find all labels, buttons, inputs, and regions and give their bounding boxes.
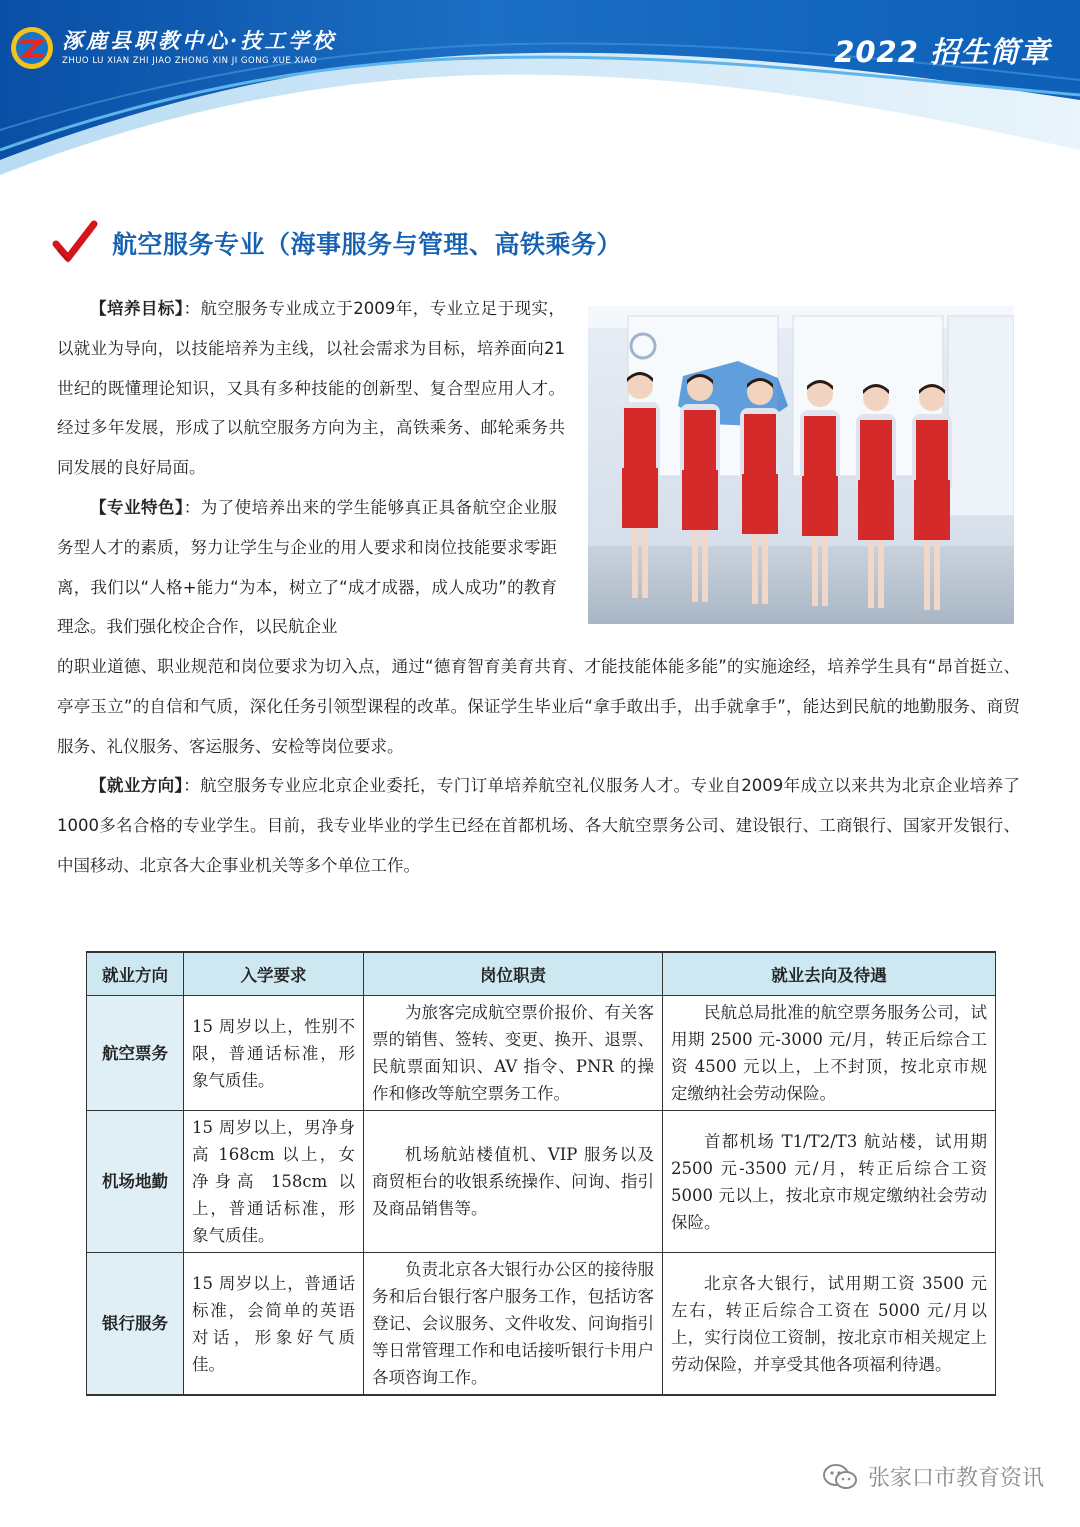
- wechat-icon: [822, 1463, 858, 1491]
- paragraph-training-goal: [57, 289, 565, 488]
- text-training-goal: ：航空服务专业成立于2009年，专业立足于现实，以就业为导向，以技能培养为主线，以社会需求为目标，培养面向21世纪的既懂理论知识，又具有多种技能的创新型、复合型应用人才。经过多年发展，形成了以航空服务方向为主，高铁乘务、邮轮乘务共同发展的良好局面。: [57, 299, 565, 478]
- school-name-cn: 涿鹿县职教中心·技工学校: [62, 28, 337, 53]
- header-direction: 就业方向: [87, 952, 184, 996]
- text-employment: ：航空服务专业应北京企业委托，专门订单培养航空礼仪服务人才。专业自2009年成立以来共为北京企业培养了1000多名合格的专业学生。目前，我专业毕业的学生已经在首都机场、各大航空票务公司、建设银行、工商银行、国家开发银行、中国移动、北京各大企事业机关等多个单位工作。: [57, 776, 1020, 875]
- cell-requirement: 15 周岁以上，男净身高 168cm 以上，女净身高 158cm 以上，普通话标准，形象气质佳。: [184, 1111, 364, 1253]
- cell-pay: 北京各大银行，试用期工资 3500 元左右，转正后综合工资在 5000 元/月以上，实行岗位工资制，按北京市相关规定上劳动保险，并享受其他各项福利待遇。: [663, 1253, 996, 1396]
- cell-direction: 航空票务: [87, 996, 184, 1111]
- students-group-photo: [588, 306, 1014, 624]
- table-row: [87, 996, 996, 1111]
- employment-table: [86, 951, 996, 1396]
- section-heading: [52, 220, 622, 266]
- paragraph-employment: [57, 766, 1020, 885]
- watermark-text: 张家口市教育资讯: [867, 1466, 1044, 1491]
- label-features: 【专业特色】: [90, 498, 184, 517]
- table-row: [87, 1253, 996, 1396]
- label-training-goal: 【培养目标】: [90, 299, 184, 318]
- cell-duty: 为旅客完成航空票价报价、有关客票的销售、签转、变更、换开、退票、民航票面知识、AV 指令、PNR 的操作和修改等航空票务工作。: [364, 996, 663, 1111]
- cell-duty: 负责北京各大银行办公区的接待服务和后台银行客户服务工作，包括访客登记、会议服务、文件收发、问询指引等日常管理工作和电话接听银行卡用户各项咨询工作。: [364, 1253, 663, 1396]
- header-pay: 就业去向及待遇: [663, 952, 996, 996]
- table-header-row: [87, 952, 996, 996]
- school-logo-block: [10, 26, 336, 70]
- header-duty: 岗位职责: [364, 952, 663, 996]
- table-row: [87, 1111, 996, 1253]
- cell-direction: 机场地勤: [87, 1111, 184, 1253]
- cell-requirement: 15 周岁以上，普通话标准，会简单的英语对话，形象好气质佳。: [184, 1253, 364, 1396]
- label-employment: 【就业方向】: [90, 776, 184, 795]
- brochure-title: 2022 招生简章: [834, 35, 1050, 69]
- page-header: [0, 0, 1080, 200]
- text-features: ：为了使培养出来的学生能够真正具备航空企业服务型人才的素质，努力让学生与企业的用人要求和岗位技能要求零距离，我们以“人格+能力“为本，树立了“成才成器，成人成功”的教育理念。我们强化校企合作，以民航企业: [57, 498, 558, 637]
- cell-requirement: 15 周岁以上，性别不限，普通话标准，形象气质佳。: [184, 996, 364, 1111]
- paragraph-features-continued: 的职业道德、职业规范和岗位要求为切入点，通过“德育智育美育共育、才能技能体能多能”的实施途经，培养学生具有“昂首挺立、亭亭玉立”的自信和气质，深化任务引领型课程的改革。保证学生毕业后“拿手敢出手，出手就拿手”，能达到民航的地勤服务、商贸服务、礼仪服务、客运服务、安检等岗位要求。: [57, 657, 1020, 756]
- cell-duty: 机场航站楼值机、VIP 服务以及商贸柜台的收银系统操作、问询、指引及商品销售等。: [364, 1111, 663, 1253]
- checkmark-icon: [52, 220, 98, 266]
- section-title: 航空服务专业（海事服务与管理、高铁乘务）: [112, 230, 623, 259]
- cell-direction: 银行服务: [87, 1253, 184, 1396]
- paragraph-features: [57, 488, 557, 647]
- source-watermark: [822, 1461, 1044, 1492]
- school-logo-icon: [10, 26, 54, 70]
- header-requirement: 入学要求: [184, 952, 364, 996]
- cell-pay: 民航总局批准的航空票务服务公司，试用期 2500 元-3000 元/月，转正后综合工资 4500 元以上，上不封顶，按北京市规定缴纳社会劳动保险。: [663, 996, 996, 1111]
- cell-pay: 首都机场 T1/T2/T3 航站楼，试用期 2500 元-3500 元/月，转正后综合工资 5000 元以上，按北京市规定缴纳社会劳动保险。: [663, 1111, 996, 1253]
- school-name-en: ZHUO LU XIAN ZHI JIAO ZHONG XIN JI GONG XUE XIAO: [62, 56, 318, 66]
